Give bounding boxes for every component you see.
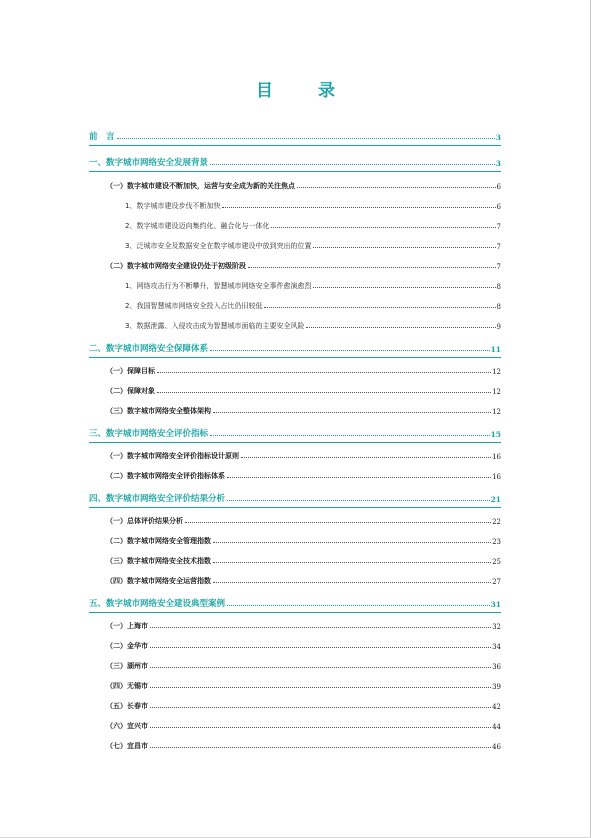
- toc-leader-dots: [185, 522, 491, 523]
- toc-entry[interactable]: [89, 572, 501, 586]
- toc-entry[interactable]: [89, 737, 501, 751]
- toc-entry-page-number: 15: [490, 430, 501, 439]
- toc-entry-page-number: 7: [496, 263, 501, 271]
- toc-entry-label: （一）数字城市建设不断加快，运营与安全成为新的关注焦点: [106, 182, 295, 190]
- toc-entry[interactable]: [89, 257, 501, 271]
- toc-entry[interactable]: [89, 297, 501, 311]
- toc-entry-label: 2、数字城市建设迈向集约化、融合化与一体化: [125, 222, 270, 230]
- toc-leader-dots: [213, 412, 491, 413]
- toc-leader-dots: [271, 227, 495, 228]
- toc-entry-label: （四）数字城市网络安全运营指数: [106, 577, 211, 585]
- toc-entry-label: （七）宜昌市: [106, 742, 148, 750]
- toc-entry[interactable]: [89, 490, 501, 504]
- toc-entry[interactable]: [89, 677, 501, 691]
- toc-entry-label: 四、数字城市网络安全评价结果分析: [89, 494, 226, 504]
- toc-leader-dots: [157, 372, 491, 373]
- toc-entry-page-number: 3: [495, 133, 501, 142]
- toc-entry-label: 2、我国智慧城市网络安全投入占比仍旧较低: [125, 302, 263, 310]
- toc-entry-page-number: 16: [492, 453, 501, 461]
- toc-entry-page-number: 27: [492, 578, 501, 586]
- toc-entry-label: 1、网络攻击行为不断攀升，智慧城市网络安全事件愈演愈烈: [125, 282, 312, 290]
- toc-entry-page-number: 12: [492, 408, 501, 416]
- toc-leader-dots: [150, 627, 491, 628]
- toc-entry-label: （一）数字城市网络安全评价指标设计原则: [106, 452, 239, 460]
- toc-entry[interactable]: [89, 617, 501, 631]
- toc-entry-page-number: 42: [492, 703, 501, 711]
- toc-entry-page-number: 25: [492, 558, 501, 566]
- toc-entry-page-number: 9: [496, 323, 501, 331]
- toc-entry[interactable]: [89, 402, 501, 416]
- toc-entry-label: （一）总体评价结果分析: [106, 517, 183, 525]
- toc-entry-label: 3、数据泄露、入侵攻击成为智慧城市面临的主要安全风险: [125, 322, 305, 330]
- toc-entry-page-number: 8: [496, 303, 501, 311]
- toc-leader-dots: [150, 707, 491, 708]
- toc-leader-dots: [210, 164, 495, 165]
- toc-entry-page-number: 11: [490, 345, 501, 354]
- toc-entry[interactable]: [89, 340, 501, 354]
- toc-entry[interactable]: [89, 382, 501, 396]
- toc-entry-label: （六）宜兴市: [106, 722, 148, 730]
- toc-leader-dots: [213, 542, 491, 543]
- toc-leader-dots: [297, 187, 496, 188]
- toc-entry-label: 前 言: [89, 132, 115, 142]
- toc-entry[interactable]: [89, 317, 501, 331]
- toc-entry-page-number: 31: [490, 600, 501, 609]
- toc-entry-label: （二）数字城市网络安全建设仍处于初级阶段: [106, 262, 246, 270]
- toc-title: 目 录: [256, 81, 349, 101]
- toc-leader-dots: [213, 582, 491, 583]
- toc-entry-page-number: 12: [492, 368, 501, 376]
- toc-entry[interactable]: [89, 532, 501, 546]
- toc-entry-page-number: 36: [492, 663, 501, 671]
- toc-entry[interactable]: [89, 128, 501, 142]
- toc-entry[interactable]: [89, 657, 501, 671]
- toc-entry-label: （二）数字城市网络安全管理指数: [106, 537, 211, 545]
- toc-leader-dots: [241, 457, 491, 458]
- toc-leader-dots: [157, 392, 491, 393]
- toc-entry[interactable]: [89, 177, 501, 191]
- toc-entry[interactable]: [89, 154, 501, 168]
- toc-entry-page-number: 6: [496, 183, 501, 191]
- toc-entry-page-number: 16: [492, 473, 501, 481]
- toc-entry-label: （一）上海市: [106, 622, 148, 630]
- toc-leader-dots: [210, 350, 490, 351]
- toc-entry-label: 三、数字城市网络安全评价指标: [89, 429, 209, 439]
- toc-entry-label: （二）数字城市网络安全评价指标体系: [106, 472, 225, 480]
- toc-entry-page-number: 22: [492, 518, 501, 526]
- toc-entry[interactable]: [89, 697, 501, 711]
- toc-leader-dots: [313, 287, 495, 288]
- toc-entry-page-number: 32: [492, 623, 501, 631]
- toc-entry[interactable]: [89, 237, 501, 251]
- toc-entry-page-number: 12: [492, 388, 501, 396]
- toc-entry-page-number: 8: [496, 283, 501, 291]
- toc-entry-label: 二、数字城市网络安全保障体系: [89, 344, 209, 354]
- toc-entry-label: （三）数字城市网络安全整体架构: [106, 407, 211, 415]
- toc-entry-label: 五、数字城市网络安全建设典型案例: [89, 599, 226, 609]
- toc-leader-dots: [210, 435, 490, 436]
- toc-entry-label: 3、泛城市安全及数据安全在数字城市建设中放到突出的位置: [125, 242, 312, 250]
- toc-entry-page-number: 44: [492, 723, 501, 731]
- toc-leader-dots: [222, 207, 495, 208]
- toc-entry[interactable]: [89, 512, 501, 526]
- toc-entry-page-number: 3: [495, 159, 501, 168]
- toc-entry-page-number: 7: [496, 243, 501, 251]
- toc-entry[interactable]: [89, 637, 501, 651]
- toc-entry-page-number: 21: [490, 495, 501, 504]
- toc-entry-label: （二）保障对象: [106, 387, 155, 395]
- toc-entry-label: 一、数字城市网络安全发展背景: [89, 158, 209, 168]
- toc-leader-dots: [117, 138, 495, 139]
- toc-entry-page-number: 23: [492, 538, 501, 546]
- toc-entry[interactable]: [89, 362, 501, 376]
- toc-entry-page-number: 6: [496, 203, 501, 211]
- toc-leader-dots: [150, 727, 491, 728]
- toc-entry-page-number: 7: [496, 223, 501, 231]
- toc-entry[interactable]: [89, 425, 501, 439]
- toc-leader-dots: [227, 500, 490, 501]
- toc-leader-dots: [150, 687, 491, 688]
- toc-leader-dots: [213, 562, 491, 563]
- toc-entry[interactable]: [89, 197, 501, 211]
- toc-leader-dots: [227, 605, 490, 606]
- toc-entry[interactable]: [89, 277, 501, 291]
- toc-entry-label: （三）湖州市: [106, 662, 148, 670]
- toc-leader-dots: [306, 327, 495, 328]
- toc-leader-dots: [150, 647, 491, 648]
- toc-entry[interactable]: [89, 552, 501, 566]
- toc-entry-page-number: 34: [492, 643, 501, 651]
- toc-leader-dots: [248, 267, 496, 268]
- toc-entry[interactable]: [89, 595, 501, 609]
- toc-leader-dots: [264, 307, 495, 308]
- toc-entry-label: （五）长春市: [106, 702, 148, 710]
- toc-entry[interactable]: [89, 447, 501, 461]
- toc-entry-label: （一）保障目标: [106, 367, 155, 375]
- toc-leader-dots: [150, 747, 491, 748]
- toc-leader-dots: [313, 247, 495, 248]
- toc-entry[interactable]: [89, 217, 501, 231]
- toc-entry[interactable]: [89, 467, 501, 481]
- toc-entry-label: （三）数字城市网络安全技术指数: [106, 557, 211, 565]
- toc-leader-dots: [150, 667, 491, 668]
- toc-entry-label: （四）无锡市: [106, 682, 148, 690]
- toc-leader-dots: [227, 477, 491, 478]
- toc-entry[interactable]: [89, 717, 501, 731]
- toc-entry-label: 1、数字城市建设步伐不断加快: [125, 202, 221, 210]
- toc-entry-page-number: 39: [492, 683, 501, 691]
- toc-entry-label: （二）金华市: [106, 642, 148, 650]
- toc-entry-page-number: 46: [492, 743, 501, 751]
